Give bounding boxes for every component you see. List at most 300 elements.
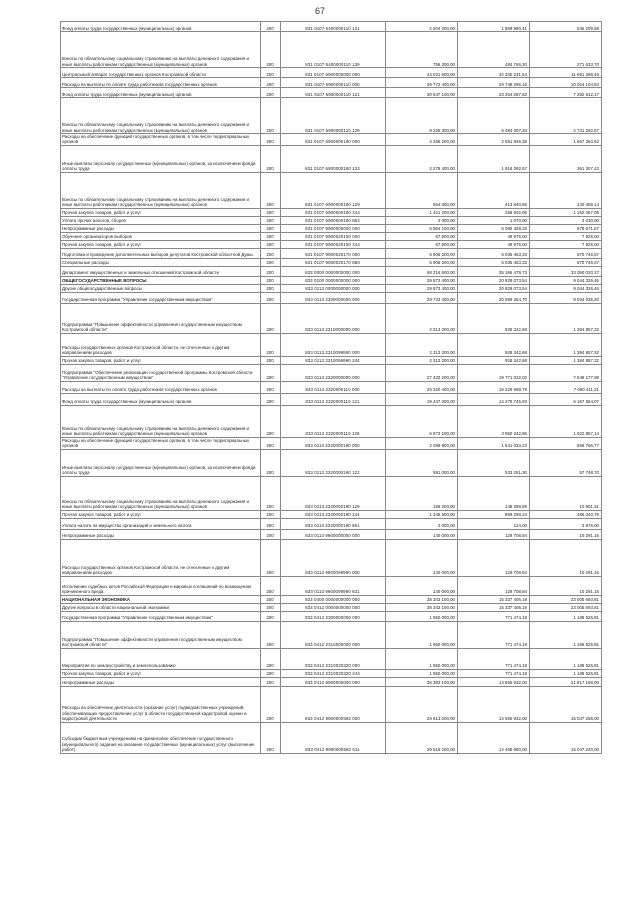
row-remainder-amount: 361 307,43 (530, 145, 602, 172)
row-planned-amount: 2 313 200,00 (386, 303, 458, 333)
row-budget-code: 833 0113 2320000190 129 (281, 476, 386, 510)
row-planned-amount: 2 504 200,00 (386, 22, 458, 32)
row-budget-code: 833 0000 0000000000 000 (281, 266, 386, 276)
row-code: 200 (261, 22, 281, 32)
row-budget-code: 833 0412 0000000000 000 (281, 603, 386, 611)
row-code: 200 (261, 611, 281, 621)
row-budget-code: 831 0107 6400000110 121 (281, 22, 386, 32)
row-budget-code: 831 0107 6900000110 121 (281, 88, 386, 98)
row-budget-code: 833 0113 9900000000 000 (281, 529, 386, 539)
row-executed-amount: 6 484 007,33 (458, 98, 530, 134)
row-planned-amount: 29 516 200,00 (386, 722, 458, 753)
row-code: 200 (261, 276, 281, 284)
row-remainder-amount: 23 005 693,81 (530, 603, 602, 611)
row-code: 200 (261, 258, 281, 266)
row-executed-amount: 859 259,24 (458, 510, 530, 518)
row-budget-code: 833 0412 2310020320 000 (281, 648, 386, 669)
row-budget-code: 833 0113 2320000190 122 (281, 449, 386, 476)
table-row (61, 303, 602, 333)
row-code: 200 (261, 529, 281, 539)
row-budget-code: 833 0113 2320000110 000 (281, 381, 386, 393)
row-budget-code: 833 0113 2320000110 129 (281, 405, 386, 437)
row-name: Центральный аппарат государственных органов Костромской области (61, 68, 261, 78)
row-name: Государственная программа "Управление государственным имуществом" (61, 611, 261, 621)
row-name: Исполнение судебных актов Российской Федерации и мировых соглашений по возмещению причиненного вреда (61, 576, 261, 595)
row-executed-amount: 20 699 364,70 (458, 292, 530, 303)
table-row (61, 356, 602, 364)
table-row (61, 224, 602, 232)
row-code: 200 (261, 449, 281, 476)
row-name: Расходы государственных органов Костромской области, не отнесенные к другим направлениям расходов (61, 333, 261, 356)
row-planned-amount: 2 313 200,00 (386, 333, 458, 356)
row-code: 200 (261, 208, 281, 216)
row-remainder-amount: 21 817 168,00 (530, 677, 602, 686)
row-remainder-amount: 1 667 263,62 (530, 134, 602, 146)
table-row (61, 510, 602, 518)
row-budget-code: 831 0107 6900000190 122 (281, 145, 386, 172)
row-name: Прочая закупка товаров, работ и услуг (61, 669, 261, 677)
row-remainder-amount: 271 533,70 (530, 32, 602, 68)
row-name: Взносы по обязательному социальному страхованию на выплаты денежного содержания и иные выплаты работникам государственных (муниципальных) органов (61, 32, 261, 68)
row-code: 200 (261, 88, 281, 98)
row-planned-amount: 57 900,00 (386, 232, 458, 240)
table-row (61, 603, 602, 611)
row-remainder-amount: 1 162 267,05 (530, 208, 602, 216)
row-executed-amount: 771 474,19 (458, 611, 530, 621)
row-planned-amount: 140 000,00 (386, 576, 458, 595)
row-name: Расходы государственных органов Костромской области, не отнесенные к другим направлениям расходов (61, 539, 261, 576)
row-name: Взносы по обязательному социальному страхованию на выплаты денежного содержания и иные выплаты работникам государственных (муниципальных) органов (61, 405, 261, 437)
row-planned-amount: 1 960 000,00 (386, 648, 458, 669)
row-remainder-amount: 9 044 326,46 (530, 276, 602, 284)
row-remainder-amount: 878 671,67 (530, 224, 602, 232)
row-code: 200 (261, 393, 281, 405)
row-code: 200 (261, 240, 281, 248)
row-budget-code: 833 0412 9900000592 611 (281, 722, 386, 753)
row-remainder-amount: 645 209,59 (530, 22, 602, 32)
row-executed-amount: 19 771 022,02 (458, 364, 530, 381)
table-row (61, 677, 602, 686)
row-remainder-amount: 1 188 525,81 (530, 611, 602, 621)
row-name: Прочая закупка товаров, работ и услуг (61, 240, 261, 248)
table-row (61, 476, 602, 510)
row-executed-amount: 15 337 406,19 (458, 595, 530, 603)
row-name: Уплата налога на имущество организаций и земельного налога (61, 518, 261, 529)
row-planned-amount: 4 300,00 (386, 216, 458, 224)
row-executed-amount: 1 858 990,41 (458, 22, 530, 32)
row-remainder-amount: 558 766,77 (530, 437, 602, 449)
row-remainder-amount: 11 691 368,46 (530, 68, 602, 78)
row-budget-code: 833 0113 2310000000 000 (281, 303, 386, 333)
row-budget-code: 833 0412 2310020320 244 (281, 669, 386, 677)
row-planned-amount: 19 447 300,00 (386, 393, 458, 405)
row-budget-code: 833 0113 2310099990 000 (281, 333, 386, 356)
row-executed-amount: 928 342,68 (458, 333, 530, 356)
row-name: Расходы на выплаты по оплате труда работников государственных органов (61, 78, 261, 88)
row-executed-amount: 771 474,19 (458, 621, 530, 648)
table-row (61, 248, 602, 258)
row-name: Непрограммные расходы (61, 529, 261, 539)
row-remainder-amount: 33 050 020,27 (530, 266, 602, 276)
row-executed-amount: 5 085 428,33 (458, 224, 530, 232)
row-remainder-amount: 870 746,67 (530, 248, 602, 258)
row-name: Подпрограмма "Обеспечение реализации государственной программы Костромской области "Управление государственным имуществом" (61, 364, 261, 381)
row-code: 200 (261, 134, 281, 146)
row-code: 200 (261, 224, 281, 232)
table-row (61, 648, 602, 669)
row-executed-amount: 32 340 231,54 (458, 68, 530, 78)
row-code: 200 (261, 292, 281, 303)
row-budget-code: 831 0107 9900020150 244 (281, 240, 386, 248)
table-row (61, 78, 602, 88)
row-name: Непрограммные расходы (61, 677, 261, 686)
row-name: Обучение организаторов выборов (61, 232, 261, 240)
row-planned-amount: 1 960 000,00 (386, 669, 458, 677)
row-executed-amount: 484 766,30 (458, 32, 530, 68)
row-budget-code: 831 0107 6900000000 000 (281, 68, 386, 78)
table-row (61, 258, 602, 266)
row-budget-code: 833 0412 9900000592 000 (281, 686, 386, 722)
row-budget-code: 833 0113 2320000110 121 (281, 393, 386, 405)
table-row (61, 669, 602, 677)
row-remainder-amount: 1 188 525,81 (530, 648, 602, 669)
table-row (61, 134, 602, 146)
table-row (61, 172, 602, 208)
row-planned-amount: 36 383 100,00 (386, 677, 458, 686)
row-name: Фонд оплаты труда государственных (муниципальных) органов (61, 22, 261, 32)
row-name: Уплата прочих налогов, сборов (61, 216, 261, 224)
table-row (61, 722, 602, 753)
row-executed-amount: 14 468 980,00 (458, 722, 530, 753)
row-remainder-amount: 1 384 857,32 (530, 356, 602, 364)
row-name: Иные выплаты персоналу государственных (муниципальных) органов, за исключением фонда оплаты труда (61, 449, 261, 476)
row-executed-amount: 14 565 932,00 (458, 677, 530, 686)
row-name: Взносы по обязательному социальному страхованию на выплаты денежного содержания и иные выплаты работникам государственных (муниципальных) органов (61, 98, 261, 134)
table-row (61, 449, 602, 476)
table-row (61, 529, 602, 539)
budget-execution-table (60, 21, 602, 754)
row-code: 200 (261, 333, 281, 356)
table-body (61, 22, 602, 754)
row-code: 200 (261, 437, 281, 449)
row-planned-amount: 554 300,00 (386, 172, 458, 208)
row-remainder-amount: 9 034 035,30 (530, 292, 602, 303)
row-name: Субсидии бюджетным учреждениям на финансовое обеспечение государственного (муниципального) задания на оказание государственных (муниципальных) услуг (выполнение работ) (61, 722, 261, 753)
row-executed-amount: 928 342,68 (458, 303, 530, 333)
row-code: 200 (261, 539, 281, 576)
row-planned-amount: 5 906 200,00 (386, 248, 458, 258)
table-row (61, 98, 602, 134)
row-budget-code: 831 0107 9900020170 000 (281, 248, 386, 258)
row-name: Другие общегосударственные вопросы (61, 284, 261, 292)
row-executed-amount: 20 829 073,54 (458, 276, 530, 284)
row-budget-code: 833 0100 0000000000 000 (281, 276, 386, 284)
row-name: Государственная программа "Управление государственным имуществом" (61, 292, 261, 303)
row-name: Специальные расходы (61, 258, 261, 266)
row-name: Фонд оплаты труда государственных (муниципальных) органов (61, 88, 261, 98)
row-remainder-amount: 1 188 525,81 (530, 621, 602, 648)
table-row (61, 405, 602, 437)
row-code: 200 (261, 595, 281, 603)
row-code: 200 (261, 510, 281, 518)
row-remainder-amount: 3 876,00 (530, 518, 602, 529)
table-row (61, 539, 602, 576)
row-planned-amount: 4 259 200,00 (386, 134, 458, 146)
row-code: 200 (261, 266, 281, 276)
row-budget-code: 831 0107 6900000190 852 (281, 216, 386, 224)
row-budget-code: 831 0107 6400000110 129 (281, 32, 386, 68)
row-code: 200 (261, 621, 281, 648)
row-executed-amount: 129 708,84 (458, 539, 530, 576)
row-planned-amount: 68 216 500,00 (386, 266, 458, 276)
row-remainder-amount: 1 384 857,32 (530, 303, 602, 333)
table-row (61, 216, 602, 224)
row-planned-amount: 159 200,00 (386, 476, 458, 510)
table-row (61, 276, 602, 284)
row-executed-amount: 14 279 745,93 (458, 393, 530, 405)
table-row (61, 208, 602, 216)
row-code: 200 (261, 677, 281, 686)
row-budget-code: 833 0113 2310099990 244 (281, 356, 386, 364)
row-budget-code: 831 0107 6900000110 000 (281, 78, 386, 88)
row-code: 200 (261, 216, 281, 224)
row-name: Другие вопросы в области национальной экономики (61, 603, 261, 611)
row-planned-amount: 30 547 100,00 (386, 88, 458, 98)
row-budget-code: 833 0113 9900099990 831 (281, 576, 386, 595)
table-row (61, 232, 602, 240)
row-code: 200 (261, 356, 281, 364)
row-budget-code: 831 0107 6900000110 129 (281, 98, 386, 134)
row-executed-amount: 1 070,00 (458, 216, 530, 224)
row-name: Подготовка и проведение дополнительных выборов депутатов Костромской областной Думы (61, 248, 261, 258)
table-row (61, 266, 602, 276)
row-name: Расходы на обеспечение функций государственных органов, в том числе территориальных органов (61, 134, 261, 146)
row-remainder-amount: 7 649 177,98 (530, 364, 602, 381)
row-planned-amount: 591 000,00 (386, 449, 458, 476)
row-planned-amount: 756 300,00 (386, 32, 458, 68)
row-name: Фонд оплаты труда государственных (муниципальных) органов (61, 393, 261, 405)
row-name: Прочая закупка товаров, работ и услуг (61, 510, 261, 518)
table-row (61, 32, 602, 68)
row-planned-amount: 9 225 300,00 (386, 98, 458, 134)
row-budget-code: 833 0113 2320000190 244 (281, 510, 386, 518)
row-remainder-amount: 10 291,16 (530, 576, 602, 595)
row-name: Взносы по обязательному социальному страхованию на выплаты денежного содержания и иные выплаты работникам государственных (муниципальных) органов (61, 172, 261, 208)
table-row (61, 364, 602, 381)
row-budget-code: 833 0113 2320000190 851 (281, 518, 386, 529)
table-row (61, 284, 602, 292)
row-code: 200 (261, 686, 281, 722)
row-planned-amount: 25 320 400,00 (386, 381, 458, 393)
table-row (61, 393, 602, 405)
row-remainder-amount: 10 291,16 (530, 529, 602, 539)
row-code: 200 (261, 603, 281, 611)
row-name: Подпрограмма "Повышение эффективности управления государственным имуществом Костромской области" (61, 303, 261, 333)
row-planned-amount: 4 000,00 (386, 518, 458, 529)
row-code: 200 (261, 722, 281, 753)
row-budget-code: 833 0400 0000000000 000 (281, 595, 386, 603)
row-executed-amount: 2 591 936,38 (458, 134, 530, 146)
row-name: Прочая закупка товаров, работ и услуг (61, 356, 261, 364)
row-remainder-amount: 140 459,14 (530, 172, 602, 208)
row-planned-amount: 29 873 400,00 (386, 276, 458, 284)
table-row (61, 22, 602, 32)
table-row (61, 292, 602, 303)
row-planned-amount: 5 873 100,00 (386, 405, 458, 437)
row-remainder-amount: 9 044 326,46 (530, 284, 602, 292)
row-budget-code: 833 0113 2320000190 000 (281, 437, 386, 449)
row-planned-amount: 1 345 600,00 (386, 510, 458, 518)
row-code: 200 (261, 303, 281, 333)
table-row (61, 145, 602, 172)
row-name: НАЦИОНАЛЬНАЯ ЭКОНОМИКА (61, 595, 261, 603)
row-code: 200 (261, 172, 281, 208)
table-row (61, 68, 602, 78)
row-name: Подпрограмма "Повышение эффективности управления государственным имуществом Костромской области" (61, 621, 261, 648)
row-executed-amount: 29 748 295,16 (458, 78, 530, 88)
row-planned-amount: 38 343 100,00 (386, 595, 458, 603)
row-remainder-amount: 5 167 554,07 (530, 393, 602, 405)
row-code: 200 (261, 518, 281, 529)
row-planned-amount: 27 420 200,00 (386, 364, 458, 381)
row-executed-amount: 129 708,84 (458, 576, 530, 595)
row-name: ОБЩЕГОСУДАРСТВЕННЫЕ ВОПРОСЫ (61, 276, 261, 284)
row-code: 200 (261, 648, 281, 669)
row-executed-amount: 928 342,68 (458, 356, 530, 364)
row-code: 200 (261, 576, 281, 595)
row-code: 200 (261, 381, 281, 393)
row-name: Расходы на обеспечение функций государственных органов, в том числе территориальных органов (61, 437, 261, 449)
table-row (61, 611, 602, 621)
row-planned-amount: 29 733 400,00 (386, 292, 458, 303)
row-budget-code: 833 0412 2310000000 000 (281, 621, 386, 648)
page-number: 67 (314, 6, 325, 16)
row-remainder-amount: 7 925,00 (530, 240, 602, 248)
row-code: 200 (261, 32, 281, 68)
row-remainder-amount: 15 047 268,00 (530, 686, 602, 722)
row-planned-amount: 39 772 400,00 (386, 78, 458, 88)
row-executed-amount: 1 541 033,23 (458, 437, 530, 449)
row-executed-amount: 15 337 406,19 (458, 603, 530, 611)
row-planned-amount: 57 900,00 (386, 240, 458, 248)
row-planned-amount: 1 421 200,00 (386, 208, 458, 216)
table-row (61, 595, 602, 603)
row-executed-amount: 3 950 242,86 (458, 405, 530, 437)
row-executed-amount: 35 166 479,73 (458, 266, 530, 276)
row-remainder-amount: 10 801,31 (530, 476, 602, 510)
row-planned-amount: 2 279 400,00 (386, 145, 458, 172)
row-remainder-amount: 486 340,76 (530, 510, 602, 518)
row-planned-amount: 1 960 000,00 (386, 611, 458, 621)
row-remainder-amount: 2 741 292,67 (530, 98, 602, 134)
row-executed-amount: 1 918 092,57 (458, 145, 530, 172)
row-planned-amount: 38 343 100,00 (386, 603, 458, 611)
row-name: Расходы на обеспечение деятельности (оказание услуг) подведомственных учреждений, обеспечивающих предоставление услуг в области государственной кадастровой оценки и кадастровой деятельности (61, 686, 261, 722)
row-executed-amount: 533 251,30 (458, 449, 530, 476)
row-code: 200 (261, 232, 281, 240)
row-code: 200 (261, 68, 281, 78)
row-code: 200 (261, 78, 281, 88)
row-name: Иные выплаты персоналу государственных (муниципальных) органов, за исключением фонда оплаты труда (61, 145, 261, 172)
row-budget-code: 831 0107 6900000190 244 (281, 208, 386, 216)
table-row (61, 576, 602, 595)
row-budget-code: 831 0107 6900000190 129 (281, 172, 386, 208)
row-executed-amount: 5 035 453,33 (458, 258, 530, 266)
row-name: Мероприятия по землеустройству и землепользованию (61, 648, 261, 669)
row-budget-code: 833 0412 9900000000 000 (281, 677, 386, 686)
row-executed-amount: 20 829 073,54 (458, 284, 530, 292)
row-executed-amount: 49 975,00 (458, 232, 530, 240)
table-row (61, 621, 602, 648)
table-row (61, 88, 602, 98)
row-planned-amount: 29 873 400,00 (386, 284, 458, 292)
table-row (61, 240, 602, 248)
row-budget-code: 833 0113 9900099990 000 (281, 539, 386, 576)
row-remainder-amount: 15 047 220,00 (530, 722, 602, 753)
row-remainder-amount: 7 925,00 (530, 232, 602, 240)
row-executed-amount: 124,00 (458, 518, 530, 529)
row-planned-amount: 44 031 600,00 (386, 68, 458, 78)
row-remainder-amount: 1 922 857,14 (530, 405, 602, 437)
row-code: 200 (261, 669, 281, 677)
row-budget-code: 833 0113 0000000000 000 (281, 284, 386, 292)
row-planned-amount: 1 960 000,00 (386, 621, 458, 648)
row-executed-amount: 771 474,19 (458, 669, 530, 677)
row-planned-amount: 2 099 800,00 (386, 437, 458, 449)
row-executed-amount: 771 474,19 (458, 648, 530, 669)
row-planned-amount: 140 000,00 (386, 529, 458, 539)
row-planned-amount: 140 000,00 (386, 539, 458, 576)
row-remainder-amount: 1 188 525,81 (530, 669, 602, 677)
row-executed-amount: 18 229 988,79 (458, 381, 530, 393)
row-name: Департамент имущественных и земельных отношений Костромской области (61, 266, 261, 276)
row-name: Непрограммные расходы (61, 224, 261, 232)
row-remainder-amount: 10 024 104,84 (530, 78, 602, 88)
row-budget-code: 831 0107 9900000000 000 (281, 224, 386, 232)
row-executed-amount: 413 840,86 (458, 172, 530, 208)
row-remainder-amount: 870 746,67 (530, 258, 602, 266)
row-executed-amount: 258 932,95 (458, 208, 530, 216)
row-budget-code: 831 0107 9900020150 000 (281, 232, 386, 240)
row-code: 200 (261, 405, 281, 437)
table-row (61, 437, 602, 449)
row-name: Прочая закупка товаров, работ и услуг (61, 208, 261, 216)
row-code: 200 (261, 98, 281, 134)
table-row (61, 333, 602, 356)
row-executed-amount: 129 708,84 (458, 529, 530, 539)
row-budget-code: 831 0107 9900020170 880 (281, 258, 386, 266)
row-planned-amount: 5 906 200,00 (386, 258, 458, 266)
row-executed-amount: 49 975,00 (458, 240, 530, 248)
row-executed-amount: 148 398,69 (458, 476, 530, 510)
row-code: 200 (261, 284, 281, 292)
table-row (61, 381, 602, 393)
row-code: 200 (261, 248, 281, 258)
row-name: Взносы по обязательному социальному страхованию на выплаты денежного содержания и иные выплаты работникам государственных (муниципальных) органов (61, 476, 261, 510)
row-remainder-amount: 7 282 812,17 (530, 88, 602, 98)
table-row (61, 518, 602, 529)
row-budget-code: 831 0107 6900000190 000 (281, 134, 386, 146)
row-code: 200 (261, 145, 281, 172)
row-planned-amount: 2 313 200,00 (386, 356, 458, 364)
row-executed-amount: 23 264 287,83 (458, 88, 530, 98)
row-planned-amount: 5 964 100,00 (386, 224, 458, 232)
row-executed-amount: 14 565 932,00 (458, 686, 530, 722)
row-remainder-amount: 10 291,16 (530, 539, 602, 576)
row-planned-amount: 29 613 200,00 (386, 686, 458, 722)
row-code: 200 (261, 476, 281, 510)
row-budget-code: 833 0113 2320000000 000 (281, 364, 386, 381)
